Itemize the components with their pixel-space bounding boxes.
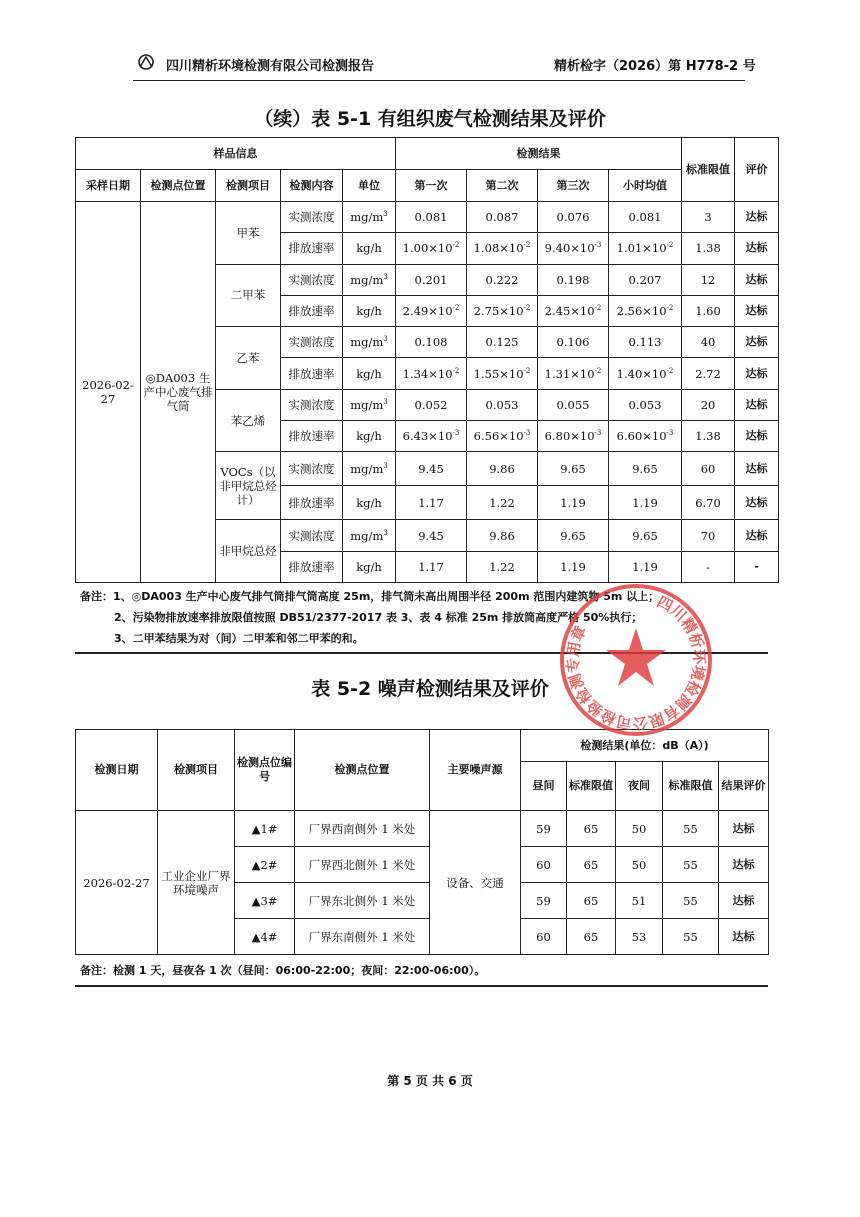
- page-number: 第 5 页 共 6 页: [387, 1074, 473, 1088]
- t2-group-results: 检测结果(单位：dB（A）): [521, 730, 769, 762]
- limit: 70: [682, 520, 735, 551]
- seal-star-icon: [606, 628, 666, 686]
- eval: 达标: [735, 358, 779, 389]
- limit: 1.38: [682, 233, 735, 264]
- content: 实测浓度: [281, 327, 343, 358]
- result-eval: 达标: [719, 919, 769, 955]
- value-r2: 0.087: [467, 202, 538, 233]
- group-sample-info: 样品信息: [76, 138, 396, 170]
- t2-col-point: 检测点位置: [295, 730, 430, 811]
- col-r2: 第二次: [467, 170, 538, 202]
- col-point: 检测点位置: [141, 170, 216, 202]
- company-header: 四川精析环境检测有限公司检测报告: [166, 59, 375, 74]
- t2-col-eval: 结果评价: [719, 762, 769, 811]
- unit: kg/h: [343, 551, 396, 582]
- limit: 1.38: [682, 421, 735, 452]
- day-limit: 65: [567, 847, 616, 883]
- value-avg: 0.113: [609, 327, 682, 358]
- value-avg: $1.40\times 10^{-2}$: [609, 358, 682, 389]
- col-item: 检测项目: [216, 170, 281, 202]
- value-avg: 1.19: [609, 551, 682, 582]
- value-avg: $6.60\times 10^{-3}$: [609, 421, 682, 452]
- value-r2: $1.55\times 10^{-2}$: [467, 358, 538, 389]
- value-r2: 0.222: [467, 264, 538, 295]
- value-r1: $1.00\times 10^{-2}$: [396, 233, 467, 264]
- table-row: [76, 202, 779, 233]
- value-avg: 0.207: [609, 264, 682, 295]
- unit: kg/h: [343, 486, 396, 520]
- content: 实测浓度: [281, 264, 343, 295]
- item-name: 乙苯: [216, 327, 281, 390]
- unit: $mg/m^3$: [343, 452, 396, 486]
- company-logo-icon: [136, 53, 156, 71]
- col-limit: 标准限值: [682, 138, 735, 202]
- day-value: 60: [521, 919, 567, 955]
- value-avg: 0.053: [609, 389, 682, 420]
- item-name: VOCs（以非甲烷总烃计）: [216, 452, 281, 520]
- day-value: 59: [521, 811, 567, 847]
- value-r3: 0.198: [538, 264, 609, 295]
- night-value: 50: [616, 811, 663, 847]
- noise-source: 设备、交通: [430, 811, 521, 955]
- table1-exhaust-gas: [75, 137, 779, 583]
- night-value: 50: [616, 847, 663, 883]
- sample-point: ◎DA003 生产中心废气排气筒: [141, 202, 216, 583]
- limit: 40: [682, 327, 735, 358]
- limit: 3: [682, 202, 735, 233]
- eval: 达标: [735, 486, 779, 520]
- value-r1: $6.43\times 10^{-3}$: [396, 421, 467, 452]
- eval: 达标: [735, 233, 779, 264]
- value-r2: $1.08\times 10^{-2}$: [467, 233, 538, 264]
- company-seal: [558, 582, 714, 738]
- value-r1: 0.108: [396, 327, 467, 358]
- col-unit: 单位: [343, 170, 396, 202]
- content: 排放速率: [281, 551, 343, 582]
- eval: 达标: [735, 452, 779, 486]
- value-avg: 9.65: [609, 520, 682, 551]
- eval: 达标: [735, 202, 779, 233]
- value-r1: 0.052: [396, 389, 467, 420]
- eval: 达标: [735, 421, 779, 452]
- value-r3: 9.65: [538, 452, 609, 486]
- night-limit: 55: [663, 847, 719, 883]
- unit: kg/h: [343, 295, 396, 326]
- value-r1: 0.081: [396, 202, 467, 233]
- limit: 6.70: [682, 486, 735, 520]
- value-r3: $6.80\times 10^{-3}$: [538, 421, 609, 452]
- limit: -: [682, 551, 735, 582]
- value-r1: 1.17: [396, 486, 467, 520]
- value-r2: $6.56\times 10^{-3}$: [467, 421, 538, 452]
- table2-noise: [75, 729, 769, 955]
- eval: 达标: [735, 264, 779, 295]
- col-r1: 第一次: [396, 170, 467, 202]
- item-name: 非甲烷总烃: [216, 520, 281, 583]
- limit: 60: [682, 452, 735, 486]
- point-code: ▲1#: [235, 811, 295, 847]
- table2-bottom-rule: [75, 985, 768, 987]
- content: 实测浓度: [281, 202, 343, 233]
- table2-title: 表 5-2 噪声检测结果及评价: [311, 678, 549, 700]
- content: 实测浓度: [281, 520, 343, 551]
- content: 实测浓度: [281, 452, 343, 486]
- value-r3: 9.65: [538, 520, 609, 551]
- seal-text: 四川精析环境检测有限公司检验检测专用章: [563, 592, 709, 733]
- value-avg: 0.081: [609, 202, 682, 233]
- value-r1: 0.201: [396, 264, 467, 295]
- unit: $mg/m^3$: [343, 520, 396, 551]
- eval: 达标: [735, 520, 779, 551]
- t2-col-item: 检测项目: [158, 730, 235, 811]
- content: 实测浓度: [281, 389, 343, 420]
- t2-col-limit1: 标准限值: [567, 762, 616, 811]
- value-r3: 0.106: [538, 327, 609, 358]
- unit: $mg/m^3$: [343, 389, 396, 420]
- point-location: 厂界东北侧外 1 米处: [295, 883, 430, 919]
- day-value: 60: [521, 847, 567, 883]
- eval: 达标: [735, 327, 779, 358]
- content: 排放速率: [281, 295, 343, 326]
- table1-title: （续）表 5-1 有组织废气检测结果及评价: [254, 108, 606, 130]
- night-value: 51: [616, 883, 663, 919]
- item-name: 苯乙烯: [216, 389, 281, 452]
- point-location: 厂界东南侧外 1 米处: [295, 919, 430, 955]
- item-name: 甲苯: [216, 202, 281, 265]
- value-r3: $1.31\times 10^{-2}$: [538, 358, 609, 389]
- value-r3: 1.19: [538, 486, 609, 520]
- t2-col-date: 检测日期: [76, 730, 158, 811]
- limit: 20: [682, 389, 735, 420]
- value-r3: 0.055: [538, 389, 609, 420]
- night-limit: 55: [663, 883, 719, 919]
- unit: $mg/m^3$: [343, 327, 396, 358]
- t2-col-limit2: 标准限值: [663, 762, 719, 811]
- point-location: 厂界西北侧外 1 米处: [295, 847, 430, 883]
- result-eval: 达标: [719, 847, 769, 883]
- result-eval: 达标: [719, 811, 769, 847]
- value-r2: 9.86: [467, 452, 538, 486]
- point-code: ▲4#: [235, 919, 295, 955]
- value-r3: $2.45\times 10^{-2}$: [538, 295, 609, 326]
- day-limit: 65: [567, 811, 616, 847]
- noise-date: 2026-02-27: [76, 811, 158, 955]
- unit: $mg/m^3$: [343, 202, 396, 233]
- point-location: 厂界西南侧外 1 米处: [295, 811, 430, 847]
- value-avg: 9.65: [609, 452, 682, 486]
- limit: 12: [682, 264, 735, 295]
- group-results: 检测结果: [396, 138, 682, 170]
- day-limit: 65: [567, 883, 616, 919]
- header-rule: [133, 80, 745, 81]
- value-r2: 1.22: [467, 486, 538, 520]
- t2-col-day: 昼间: [521, 762, 567, 811]
- sample-date: 2026-02-27: [76, 202, 141, 583]
- content: 排放速率: [281, 233, 343, 264]
- col-r3: 第三次: [538, 170, 609, 202]
- value-r1: 1.17: [396, 551, 467, 582]
- content: 排放速率: [281, 421, 343, 452]
- value-r2: 0.053: [467, 389, 538, 420]
- noise-item: 工业企业厂界环境噪声: [158, 811, 235, 955]
- value-avg: 1.19: [609, 486, 682, 520]
- value-r1: 9.45: [396, 452, 467, 486]
- value-avg: $1.01\times 10^{-2}$: [609, 233, 682, 264]
- t2-col-code: 检测点位编号: [235, 730, 295, 811]
- report-number: 精析检字（2026）第 H778-2 号: [554, 59, 756, 74]
- table1-note-2: 2、污染物排放速率排放限值按照 DB51/2377-2017 表 3、表 4 标准 25m 排放筒高度严格 50%执行；: [114, 611, 643, 624]
- value-r3: $9.40\times 10^{-3}$: [538, 233, 609, 264]
- value-r2: 1.22: [467, 551, 538, 582]
- eval: -: [735, 551, 779, 582]
- value-r3: 1.19: [538, 551, 609, 582]
- value-r2: 9.86: [467, 520, 538, 551]
- col-eval: 评价: [735, 138, 779, 202]
- result-eval: 达标: [719, 883, 769, 919]
- limit: 1.60: [682, 295, 735, 326]
- value-r2: $2.75\times 10^{-2}$: [467, 295, 538, 326]
- unit: kg/h: [343, 358, 396, 389]
- table2-note: 备注：检测 1 天，昼夜各 1 次（昼间：06:00-22:00；夜间：22:00-06:00）。: [80, 964, 486, 977]
- table1-note-3: 3、二甲苯结果为对（间）二甲苯和邻二甲苯的和。: [114, 632, 364, 645]
- value-r1: $2.49\times 10^{-2}$: [396, 295, 467, 326]
- unit: kg/h: [343, 421, 396, 452]
- value-r1: $1.34\times 10^{-2}$: [396, 358, 467, 389]
- night-limit: 55: [663, 919, 719, 955]
- t2-col-night: 夜间: [616, 762, 663, 811]
- unit: kg/h: [343, 233, 396, 264]
- night-value: 53: [616, 919, 663, 955]
- col-content: 检测内容: [281, 170, 343, 202]
- limit: 2.72: [682, 358, 735, 389]
- day-value: 59: [521, 883, 567, 919]
- value-r2: 0.125: [467, 327, 538, 358]
- eval: 达标: [735, 389, 779, 420]
- value-r3: 0.076: [538, 202, 609, 233]
- unit: $mg/m^3$: [343, 264, 396, 295]
- col-date: 采样日期: [76, 170, 141, 202]
- point-code: ▲3#: [235, 883, 295, 919]
- t2-col-source: 主要噪声源: [430, 730, 521, 811]
- eval: 达标: [735, 295, 779, 326]
- content: 排放速率: [281, 486, 343, 520]
- day-limit: 65: [567, 919, 616, 955]
- content: 排放速率: [281, 358, 343, 389]
- col-avg: 小时均值: [609, 170, 682, 202]
- value-avg: $2.56\times 10^{-2}$: [609, 295, 682, 326]
- table-row: [76, 811, 769, 847]
- table1-note-1: 备注：1、◎DA003 生产中心废气排气筒排气筒高度 25m，排气筒未高出周围半径 200m 范围内建筑物 5m 以上；: [80, 590, 660, 603]
- value-r1: 9.45: [396, 520, 467, 551]
- night-limit: 55: [663, 811, 719, 847]
- point-code: ▲2#: [235, 847, 295, 883]
- item-name: 二甲苯: [216, 264, 281, 327]
